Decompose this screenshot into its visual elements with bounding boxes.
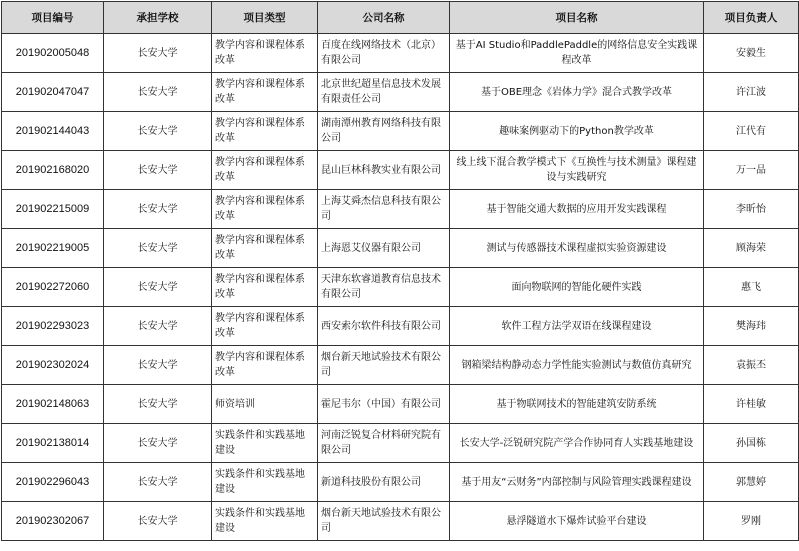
cell-project-type: 教学内容和课程体系改革 xyxy=(212,112,318,151)
cell-company-name: 北京世纪超星信息技术发展有限责任公司 xyxy=(318,73,450,112)
cell-project-id: 201902293023 xyxy=(2,307,104,346)
cell-project-type: 教学内容和课程体系改革 xyxy=(212,73,318,112)
cell-school: 长安大学 xyxy=(104,34,212,73)
cell-project-name: 测试与传感器技术课程虚拟实验资源建设 xyxy=(450,229,704,268)
cell-project-name: 钢箱梁结构静动态力学性能实验测试与数值仿真研究 xyxy=(450,346,704,385)
cell-school: 长安大学 xyxy=(104,112,212,151)
cell-school: 长安大学 xyxy=(104,346,212,385)
cell-school: 长安大学 xyxy=(104,190,212,229)
header-row xyxy=(2,2,799,34)
header-project-name: 项目名称 xyxy=(450,2,704,34)
cell-project-name: 基于用友“云财务”内部控制与风险管理实践课程建设 xyxy=(450,463,704,502)
cell-project-type: 师资培训 xyxy=(212,385,318,424)
table-row xyxy=(2,34,799,73)
cell-school: 长安大学 xyxy=(104,307,212,346)
table-row xyxy=(2,346,799,385)
cell-project-id: 201902168020 xyxy=(2,151,104,190)
table-row xyxy=(2,229,799,268)
cell-project-id: 201902144043 xyxy=(2,112,104,151)
cell-company-name: 上海恩艾仪器有限公司 xyxy=(318,229,450,268)
cell-school: 长安大学 xyxy=(104,151,212,190)
cell-project-type: 教学内容和课程体系改革 xyxy=(212,229,318,268)
cell-project-leader: 袁振丕 xyxy=(704,346,799,385)
cell-company-name: 百度在线网络技术（北京）有限公司 xyxy=(318,34,450,73)
cell-project-type: 实践条件和实践基地建设 xyxy=(212,463,318,502)
cell-project-type: 教学内容和课程体系改革 xyxy=(212,190,318,229)
cell-project-id: 201902272060 xyxy=(2,268,104,307)
cell-project-leader: 罗刚 xyxy=(704,502,799,541)
table-row xyxy=(2,73,799,112)
cell-company-name: 霍尼韦尔（中国）有限公司 xyxy=(318,385,450,424)
table-row xyxy=(2,502,799,541)
table-body xyxy=(2,34,799,541)
cell-project-type: 教学内容和课程体系改革 xyxy=(212,151,318,190)
cell-project-leader: 万一品 xyxy=(704,151,799,190)
cell-company-name: 西安索尔软件科技有限公司 xyxy=(318,307,450,346)
cell-school: 长安大学 xyxy=(104,463,212,502)
header-company-name: 公司名称 xyxy=(318,2,450,34)
table-row xyxy=(2,307,799,346)
header-project-leader: 项目负责人 xyxy=(704,2,799,34)
cell-project-id: 201902215009 xyxy=(2,190,104,229)
cell-company-name: 烟台新天地试验技术有限公司 xyxy=(318,346,450,385)
cell-project-leader: 江代有 xyxy=(704,112,799,151)
cell-project-leader: 惠飞 xyxy=(704,268,799,307)
cell-project-leader: 樊海玮 xyxy=(704,307,799,346)
cell-project-name: 基于AI Studio和PaddlePaddle的网络信息安全实践课程改革 xyxy=(450,34,704,73)
cell-project-name: 基于智能交通大数据的应用开发实践课程 xyxy=(450,190,704,229)
cell-project-name: 软件工程方法学双语在线课程建设 xyxy=(450,307,704,346)
cell-project-id: 201902138014 xyxy=(2,424,104,463)
cell-school: 长安大学 xyxy=(104,73,212,112)
cell-project-id: 201902302024 xyxy=(2,346,104,385)
cell-project-id: 201902302067 xyxy=(2,502,104,541)
table-row xyxy=(2,424,799,463)
cell-project-name: 长安大学-泛锐研究院产学合作协同育人实践基地建设 xyxy=(450,424,704,463)
cell-project-id: 201902219005 xyxy=(2,229,104,268)
table-row xyxy=(2,385,799,424)
cell-project-type: 教学内容和课程体系改革 xyxy=(212,268,318,307)
cell-project-leader: 安毅生 xyxy=(704,34,799,73)
table-row xyxy=(2,268,799,307)
cell-company-name: 烟台新天地试验技术有限公司 xyxy=(318,502,450,541)
cell-company-name: 新道科技股份有限公司 xyxy=(318,463,450,502)
cell-project-leader: 郭慧婷 xyxy=(704,463,799,502)
header-project-id: 项目编号 xyxy=(2,2,104,34)
cell-project-leader: 孙国栋 xyxy=(704,424,799,463)
cell-project-id: 201902148063 xyxy=(2,385,104,424)
cell-school: 长安大学 xyxy=(104,229,212,268)
table-header xyxy=(2,2,799,34)
cell-project-leader: 李昕怡 xyxy=(704,190,799,229)
cell-project-name: 基于物联网技术的智能建筑安防系统 xyxy=(450,385,704,424)
cell-school: 长安大学 xyxy=(104,424,212,463)
cell-project-name: 基于OBE理念《岩体力学》混合式教学改革 xyxy=(450,73,704,112)
cell-school: 长安大学 xyxy=(104,502,212,541)
cell-project-name: 悬浮隧道水下爆炸试验平台建设 xyxy=(450,502,704,541)
header-school: 承担学校 xyxy=(104,2,212,34)
cell-project-type: 教学内容和课程体系改革 xyxy=(212,307,318,346)
cell-project-type: 实践条件和实践基地建设 xyxy=(212,502,318,541)
cell-project-type: 实践条件和实践基地建设 xyxy=(212,424,318,463)
cell-project-id: 201902047047 xyxy=(2,73,104,112)
table-row xyxy=(2,151,799,190)
cell-company-name: 河南泛锐复合材料研究院有限公司 xyxy=(318,424,450,463)
table-row xyxy=(2,112,799,151)
cell-project-name: 趣味案例驱动下的Python教学改革 xyxy=(450,112,704,151)
cell-school: 长安大学 xyxy=(104,268,212,307)
cell-project-type: 教学内容和课程体系改革 xyxy=(212,346,318,385)
cell-project-name: 面向物联网的智能化硬件实践 xyxy=(450,268,704,307)
cell-project-id: 201902005048 xyxy=(2,34,104,73)
cell-company-name: 湖南潭州教育网络科技有限公司 xyxy=(318,112,450,151)
cell-company-name: 昆山巨林科教实业有限公司 xyxy=(318,151,450,190)
project-table xyxy=(1,1,799,541)
table-row xyxy=(2,463,799,502)
cell-project-type: 教学内容和课程体系改革 xyxy=(212,34,318,73)
cell-project-leader: 许桂敏 xyxy=(704,385,799,424)
header-project-type: 项目类型 xyxy=(212,2,318,34)
cell-company-name: 上海艾舜杰信息科技有限公司 xyxy=(318,190,450,229)
cell-project-name: 线上线下混合教学模式下《互换性与技术测量》课程建设与实践研究 xyxy=(450,151,704,190)
cell-project-leader: 许江波 xyxy=(704,73,799,112)
cell-school: 长安大学 xyxy=(104,385,212,424)
cell-project-id: 201902296043 xyxy=(2,463,104,502)
cell-company-name: 天津东软睿道教育信息技术有限公司 xyxy=(318,268,450,307)
table-row xyxy=(2,190,799,229)
cell-project-leader: 顾海荣 xyxy=(704,229,799,268)
